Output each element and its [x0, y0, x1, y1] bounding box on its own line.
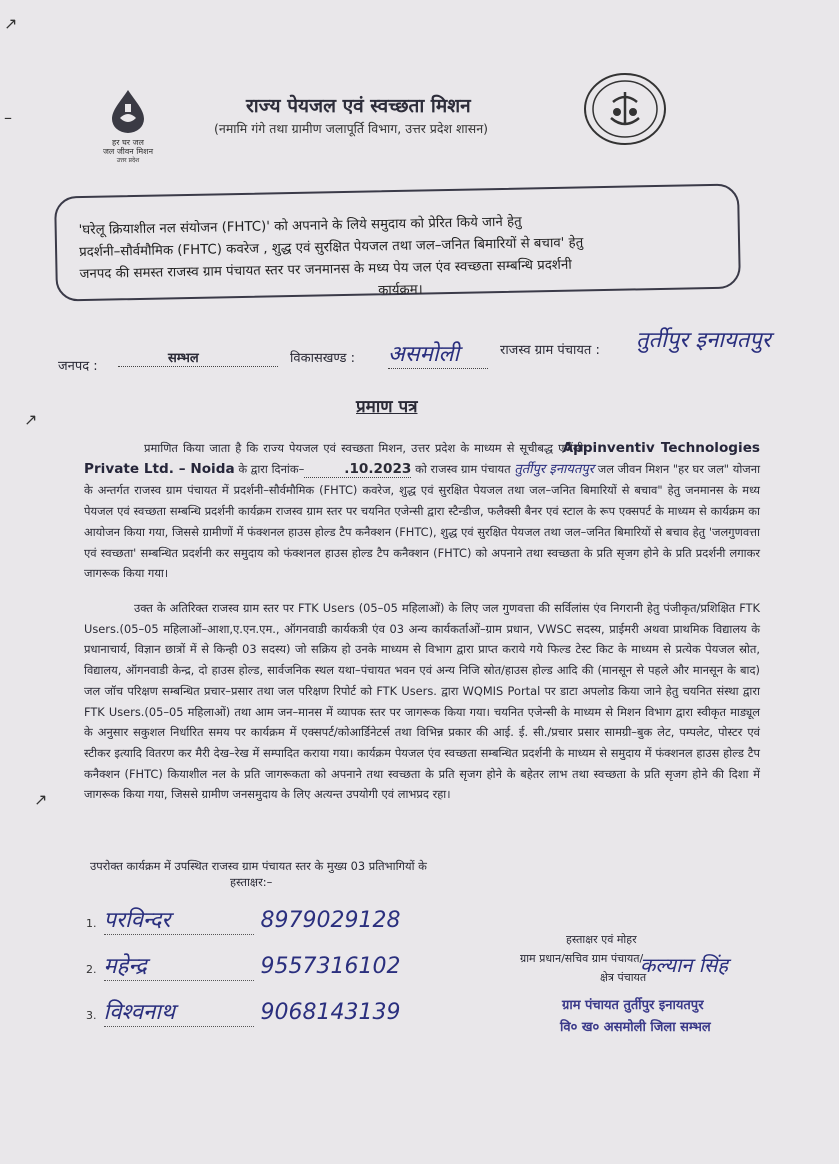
body-text: को राजस्व ग्राम पंचायत: [415, 461, 511, 476]
participant-signature: महेन्द्र: [104, 950, 254, 981]
signatory-block: [520, 930, 820, 1039]
participant-row: [86, 996, 466, 1027]
participants-heading: [90, 858, 530, 890]
body-text: जल जीवन मिशन "हर घर जल" योजना के अन्तर्गत राजस्व ग्राम पंचायत में प्रदर्शनी–सौर्वमौमिक (FHTC) कवरेज, शुद्ध एवं सुरक्षित पेयजल तथा जल–जनित बिमारियों से बचाव" हेतु जनमानस के मध्य पेयजल एवं स्वच्छता सम्बन्धि प्रदर्शनी कार्यक्रम राजस्व ग्राम स्तर पर चयनित एजेन्सी द्वारा स्टैन्डीज, फलैक्सी बैनर एवं स्टाल के रूप एक्सपर्ट के माध्यम से कार्यक्रम का आयोजन किया गया, जिससे ग्रामीणों में फंक्शनल हाउस होल्ड टैप कनैक्शन (FHTC), शुद्ध एवं सुरक्षित पेयजल तथा जल–जनित बिमारियों से बचाव हेतु 'जलगुणवत्ता एवं स्वच्छता' सम्बन्धित प्रदर्शनी कर समुदाय को फंक्शनल हाउस होल्ड टैप कनैक्शन (FHTC) को अपनाने तथा स्वच्छता के प्रति सृजग होने के प्रति प्रदर्शनी लगाकर जागरूक किया गया।: [84, 461, 761, 581]
agency-name: Appinventiv Technologies Private Ltd. – Noida: [84, 440, 761, 477]
banner-line: जनपद की समस्त राजस्व ग्राम पंचायत स्तर पर जनमानस के मध्य पेय जल एंव स्वच्छता सम्बन्धि प्रदर्शनी: [79, 257, 572, 283]
participant-row: [86, 950, 466, 981]
participant-signature: परविन्दर: [104, 904, 254, 935]
page-subtitle: (नमामि गंगे तथा ग्रामीण जलापूर्ति विभाग, उत्तर प्रदेश शासन): [214, 121, 489, 136]
handwritten-panchayat: तुर्तीपुर इनायतपुर: [514, 461, 595, 477]
program-date: .10.2023: [304, 461, 411, 478]
signatory-label: हस्ताक्षर एवं मोहर: [566, 933, 637, 946]
body-paragraph-2: [84, 598, 760, 805]
logo-text: जल जीवन मिशन: [102, 147, 154, 156]
janpad-label: जनपद :: [58, 359, 98, 374]
banner-line: प्रदर्शनी–सौर्वमौमिक (FHTC) कवरेज , शुद्ध एवं सुरक्षित पेयजल तथा जल–जनित बिमारियों से बचाव' हेतु: [78, 235, 584, 261]
banner-line: 'घरेलू क्रियाशील नल संयोजन (FHTC)' को अपनाने के लिये समुदाय को प्रेरित किये जाने हेतु: [78, 214, 522, 239]
banner-line: कार्यक्रम।: [377, 282, 423, 299]
row-number: 1.: [86, 917, 97, 930]
participants-heading-line: उपरोक्त कार्यक्रम में उपस्थित राजस्व ग्राम पंचायत स्तर के मुख्य 03 प्रतिभागियों के: [90, 859, 427, 873]
janpad-value: सम्भल: [118, 348, 278, 367]
up-government-emblem-icon: [583, 72, 667, 146]
participant-phone: 9557316102: [260, 954, 401, 979]
participant-phone: 9068143139: [260, 1000, 401, 1025]
signatory-label: ग्राम प्रधान/सचिव ग्राम पंचायत/: [520, 952, 644, 965]
jal-jeevan-mission-logo: [78, 88, 178, 168]
row-number: 2.: [86, 963, 97, 976]
participant-signature: विश्वनाथ: [104, 996, 254, 1027]
logo-text: हर घर जल: [112, 138, 144, 147]
margin-mark: ↗: [34, 790, 48, 809]
margin-mark: –: [4, 108, 12, 127]
body-paragraph-1: [84, 438, 760, 584]
margin-mark: ↗: [24, 410, 38, 429]
body-text: प्रमाणित किया जाता है कि राज्य पेयजल एवं स्वच्छता मिशन, उत्तर प्रदेश के माध्यम से सूचीबद्ध एजेंसी: [144, 441, 584, 455]
program-banner: [54, 183, 741, 301]
participants-heading-line: हस्ताक्षर:–: [230, 875, 273, 889]
panchayat-value: तुर्तीपुर इनायतपुर: [636, 328, 771, 353]
participant-phone: 8979029128: [260, 908, 401, 933]
stamp-line: ग्राम पंचायत तुर्तीपुर इनायतपुर: [562, 998, 704, 1013]
signatory-signature: कल्यान सिंह: [640, 953, 729, 977]
page-title: राज्य पेयजल एवं स्वच्छता मिशन: [246, 95, 471, 117]
margin-mark: ↗: [4, 14, 18, 33]
panchayat-label: राजस्व ग्राम पंचायत :: [500, 343, 600, 358]
row-number: 3.: [86, 1009, 97, 1022]
block-label: विकासखण्ड :: [290, 351, 356, 366]
body-text: के द्वारा दिनांक–: [238, 461, 305, 476]
water-drop-icon: [106, 88, 150, 134]
stamp-line: वि० ख० असमोली जिला सम्भल: [560, 1020, 711, 1035]
certificate-title: प्रमाण पत्र: [356, 397, 418, 417]
logo-text: उत्तर प्रदेश: [116, 157, 140, 164]
body-text: उक्त के अतिरिक्त राजस्व ग्राम स्तर पर FTK Users (05–05 महिलाओं) के लिए जल गुणवत्ता की सर्विलांस एंव निगरानी हेतु पंजीकृत/प्रशिक्षित FTK Users.(05–05 महिलाओं–आशा,ए.एन.एम., ऑगनवाडी कार्यकत्री एंव 03 अन्य कार्यकर्ताओं–ग्राम प्रधान, VWSC सदस्य, प्राईमरी अथवा प्राथमिक विद्यालय के प्रधानाचार्य, विज्ञान छात्रों में से किन्ही 03 सदस्य) जो सक्रिय हो उनके माध्यम से विभाग द्वारा प्राप्त कराये गये फिल्ड टेस्ट किट के माध्यम से प्रत्येक पेयजल स्रोत, विद्यालय, ऑगनवाडी केन्द्र, दो हाउस होल्ड, सार्वजनिक स्थल यथा–पंचायत भवन एवं अन्य निजि स्रोत/हाउस होल्ड आदि की (मानसून से पहले और मानसून के बाद) जल जॉच परिक्षण सम्बन्धित प्रचार–प्रसार तथा जल परिक्षण रिपोर्ट को FTK Users. द्वारा WQMIS Portal पर डाटा अपलोड किया जाने हेतु चयनित संस्था द्वारा FTK Users.(05–05 महिलाओं) तथा आम जन–मानस में व्यापक स्तर पर जागरूक किया गया। चयनित एजेन्सी के माध्यम से मिशन विभाग द्वारा स्वीकृत माड्यूल के अनुसार सकुशल निर्धारित समय पर कार्यक्रम में एक्सपर्ट/कोआर्डिनेटर्स तथा विभिन्न प्रकार की आई. ई. सी./प्रचार प्रसार सामग्री–बुक लेट, पम्पलेट, पोस्टर एवं स्टीकर इत्यादि वितरण कर मैरी देख–रेख में सम्पादित कराया गया। कार्यक्रम पेयजल एंव स्वच्छता सम्बन्धित प्रदर्शनी के माध्यम से समुदाय में फंक्शनल हाउस होल्ड टैप कनैक्शन (FHTC) कियाशील नल के प्रति जागरूकता को अपनाने तथा स्वच्छता के प्रति सृजग होने के बहेतर लाभ तथा स्वच्छता के प्रति सृजग होने की दिशा में जागरूक किया गया, जिससे ग्रामीण जनसमुदाय के लिए अत्यन्त उपयोगी एवं लाभप्रद रहा।: [84, 601, 760, 802]
block-value: असमोली: [388, 338, 488, 369]
participant-row: [86, 904, 466, 935]
signatory-label: क्षेत्र पंचायत: [600, 971, 647, 984]
